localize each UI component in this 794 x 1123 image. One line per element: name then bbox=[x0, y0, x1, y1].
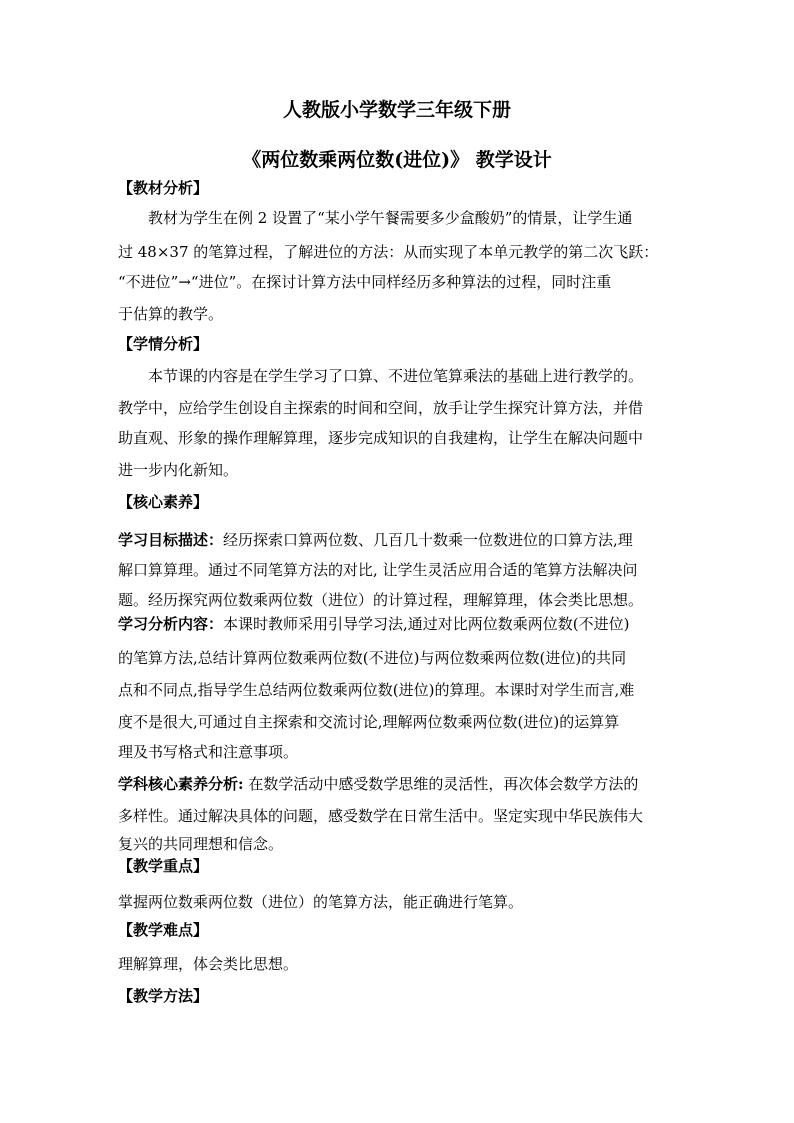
goal-text: 经历探索口算两位数、几百几十数乘一位数进位的口算方法,理 bbox=[223, 531, 633, 549]
paragraph-line: 题。经历探究两位数乘两位数（进位）的计算过程，理解算理，体会类比思想。 bbox=[118, 591, 644, 609]
section-heading-difficulties: 【教学难点】 bbox=[118, 921, 209, 939]
core-text: 在数学活动中感受数学思维的灵活性，再次体会数学方法的 bbox=[243, 775, 639, 793]
paragraph-line: 点和不同点,指导学生总结两位数乘两位数(进位)的算理。本课时对学生而言,难 bbox=[118, 681, 635, 699]
paragraph-line: 掌握两位数乘两位数（进位）的笔算方法，能正确进行笔算。 bbox=[118, 893, 524, 911]
core-label: 学科核心素养分析: bbox=[118, 775, 244, 793]
paragraph-line: 度不是很大,可通过自主探索和交流讨论,理解两位数乘两位数(进位)的运算算 bbox=[118, 713, 620, 731]
paragraph-line: 复兴的共同理想和信念。 bbox=[118, 835, 284, 853]
paragraph-line: 的笔算方法,总结计算两位数乘两位数(不进位)与两位数乘两位数(进位)的共同 bbox=[118, 649, 627, 667]
paragraph-line: 理解算理，体会类比思想。 bbox=[118, 955, 299, 973]
paragraph-line: 进一步内化新知。 bbox=[118, 461, 239, 479]
paragraph-line: 于估算的教学。 bbox=[118, 305, 224, 323]
section-heading-core-literacy: 【核心素养】 bbox=[118, 493, 209, 511]
paragraph-line: 过 48×37 的笔算过程，了解进位的方法：从而实现了本单元教学的第二次飞跃： bbox=[118, 243, 659, 261]
paragraph-line: 解口算算理。通过不同笔算方法的对比, 让学生灵活应用合适的笔算方法解决问 bbox=[118, 561, 638, 579]
paragraph-line: “不进位”→“进位”。在探讨计算方法中同样经历多种算法的过程，同时注重 bbox=[118, 273, 612, 291]
goal-label: 学习目标描述： bbox=[118, 531, 224, 549]
lesson-title: 《两位数乘两位数(进位)》 教学设计 bbox=[242, 149, 552, 171]
paragraph-line: 理及书写格式和注意事项。 bbox=[118, 743, 299, 761]
paragraph-line: 教材为学生在例 2 设置了“某小学午餐需要多少盒酸奶”的情景，让学生通 bbox=[148, 209, 633, 227]
paragraph-line: 多样性。通过解决具体的问题，感受数学在日常生活中。坚定实现中华民族伟大 bbox=[118, 807, 644, 825]
paragraph-line: 助直观、形象的操作理解算理，逐步完成知识的自我建构，让学生在解决问题中 bbox=[118, 429, 644, 447]
document-title: 人教版小学数学三年级下册 bbox=[282, 99, 511, 121]
paragraph-line bbox=[118, 530, 633, 550]
paragraph-line: 本节课的内容是在学生学习了口算、不进位笔算乘法的基础上进行教学的。 bbox=[148, 367, 644, 385]
analysis-label: 学习分析内容： bbox=[118, 615, 224, 633]
analysis-text: 本课时教师采用引导学习法,通过对比两位数乘两位数(不进位) bbox=[223, 615, 630, 633]
paragraph-line bbox=[118, 774, 638, 794]
paragraph-line bbox=[118, 614, 630, 634]
section-heading-key-points: 【教学重点】 bbox=[118, 857, 209, 875]
paragraph-line: 教学中，应给学生创设自主探索的时间和空间，放手让学生探究计算方法，并借 bbox=[118, 399, 644, 417]
section-heading-teaching-methods: 【教学方法】 bbox=[118, 987, 209, 1005]
section-heading-textbook-analysis: 【教材分析】 bbox=[118, 179, 209, 197]
section-heading-student-analysis: 【学情分析】 bbox=[118, 335, 209, 353]
